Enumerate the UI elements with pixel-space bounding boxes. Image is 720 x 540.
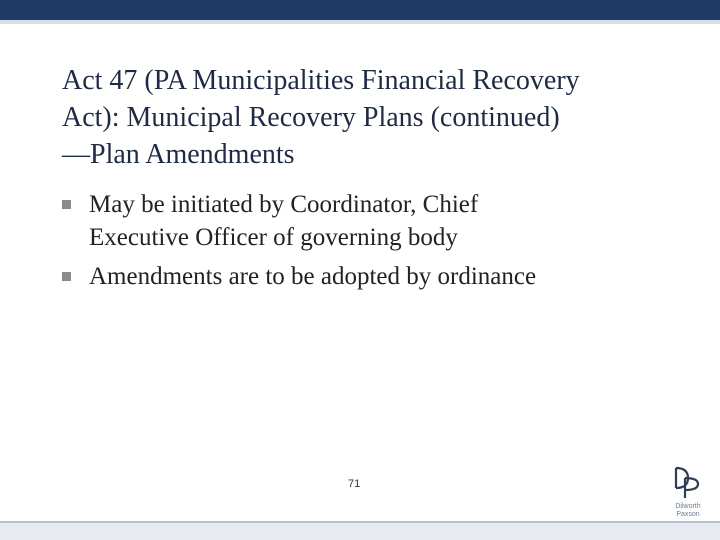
logo-line-1: Dilworth	[675, 503, 701, 510]
header-bar	[0, 0, 720, 20]
bullet-item	[62, 260, 662, 293]
firm-logo	[664, 466, 712, 520]
bullet-list	[62, 188, 662, 299]
header-accent-strip	[0, 20, 720, 24]
footer-band	[0, 523, 720, 540]
bullet-text: Amendments are to be adopted by ordinance	[89, 263, 537, 290]
slide-title: Act 47 (PA Municipalities Financial Recovery Act): Municipal Recovery Plans (continued) —Plan Amendments	[62, 65, 580, 170]
square-bullet-icon	[62, 272, 71, 281]
logo-line-2: Paxson	[676, 511, 700, 518]
dp-monogram-icon	[672, 466, 702, 500]
bullet-item	[62, 188, 662, 254]
page-number: 71	[348, 478, 361, 490]
square-bullet-icon	[62, 200, 71, 209]
bullet-text: May be initiated by Coordinator, Chief Executive Officer of governing body	[89, 191, 479, 251]
